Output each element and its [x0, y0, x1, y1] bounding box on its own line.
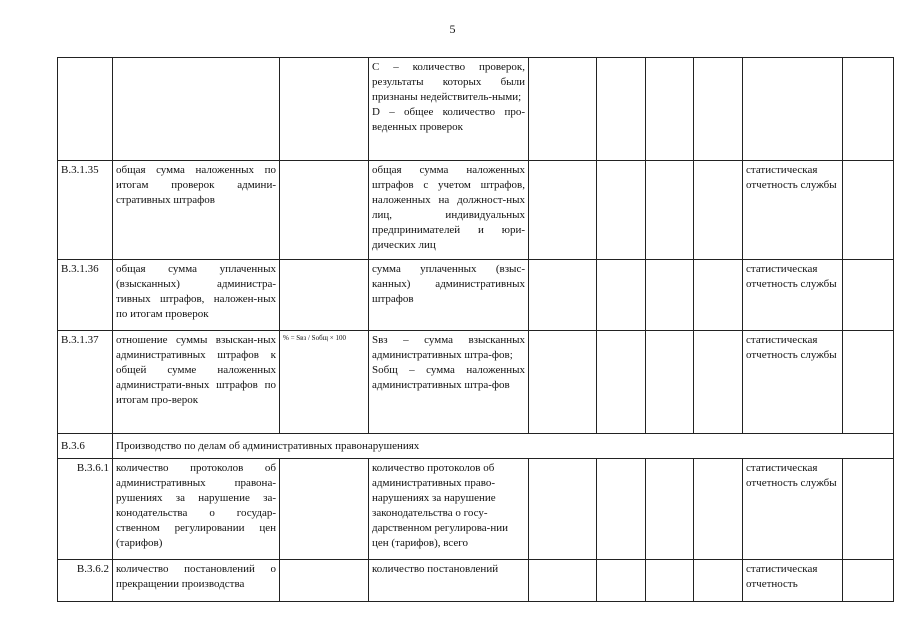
row-source: статистическая отчетность службы	[743, 459, 843, 560]
empty-cell	[843, 331, 894, 434]
row-code: В.3.6.1	[58, 459, 113, 560]
row-explanation: количество протоколов об административных право-нарушениях за нарушение законодательства о госу-дарственном регулирова-нии цен (тарифов), всего	[369, 459, 529, 560]
empty-cell	[597, 331, 646, 434]
section-title: Производство по делам об административных правонарушениях	[113, 434, 894, 459]
row-formula	[280, 58, 369, 161]
empty-cell	[646, 260, 694, 331]
row-source	[743, 58, 843, 161]
table-row	[58, 560, 894, 602]
row-explanation: общая сумма наложенных штрафов с учетом штрафов, наложенных на должност-ных лиц, индивидуальных предпринимателей и юри-дических лиц	[369, 161, 529, 260]
table-row	[58, 260, 894, 331]
row-source: статистическая отчетность службы	[743, 260, 843, 331]
empty-cell	[529, 58, 597, 161]
empty-cell	[843, 161, 894, 260]
section-code: В.3.6	[58, 434, 113, 459]
indicators-table	[57, 57, 894, 602]
row-explanation: количество постановлений	[369, 560, 529, 602]
row-code: В.3.1.36	[58, 260, 113, 331]
empty-cell	[694, 560, 743, 602]
empty-cell	[597, 459, 646, 560]
row-code: В.3.6.2	[58, 560, 113, 602]
empty-cell	[646, 58, 694, 161]
empty-cell	[646, 560, 694, 602]
row-explanation: C – количество проверок, результаты которых были признаны недействитель-ными; D – общее количество про-веденных проверок	[369, 58, 529, 161]
table-row	[58, 331, 894, 434]
empty-cell	[646, 459, 694, 560]
table-row	[58, 459, 894, 560]
row-formula: % = Sвз / Sобщ × 100	[280, 331, 369, 434]
empty-cell	[694, 331, 743, 434]
empty-cell	[843, 459, 894, 560]
empty-cell	[597, 260, 646, 331]
table-row	[58, 58, 894, 161]
row-name: общая сумма уплаченных (взысканных) администра-тивных штрафов, наложен-ных по итогам проверок	[113, 260, 280, 331]
empty-cell	[529, 560, 597, 602]
empty-cell	[529, 331, 597, 434]
empty-cell	[843, 58, 894, 161]
empty-cell	[694, 459, 743, 560]
empty-cell	[843, 260, 894, 331]
row-name: отношение суммы взыскан-ных административных штрафов к общей сумме наложенных администрати-вных штрафов по итогам про-верок	[113, 331, 280, 434]
row-explanation: Sвз – сумма взысканных административных штра-фов; Sобщ – сумма наложенных административных штра-фов	[369, 331, 529, 434]
empty-cell	[529, 260, 597, 331]
empty-cell	[694, 58, 743, 161]
row-source: статистическая отчетность службы	[743, 331, 843, 434]
row-formula	[280, 161, 369, 260]
row-name: общая сумма наложенных по итогам проверок админи-стративных штрафов	[113, 161, 280, 260]
row-code: В.3.1.37	[58, 331, 113, 434]
empty-cell	[597, 161, 646, 260]
row-formula	[280, 560, 369, 602]
row-name: количество протоколов об административных правона-рушениях за нарушение за-конодательства о государ-ственном регулировании цен (тарифов)	[113, 459, 280, 560]
row-formula	[280, 459, 369, 560]
empty-cell	[694, 260, 743, 331]
row-name: количество постановлений о прекращении производства	[113, 560, 280, 602]
section-row	[58, 434, 894, 459]
row-source: статистическая отчетность	[743, 560, 843, 602]
table-row	[58, 161, 894, 260]
row-code: В.3.1.35	[58, 161, 113, 260]
row-explanation: сумма уплаченных (взыс-канных) административных штрафов	[369, 260, 529, 331]
empty-cell	[597, 560, 646, 602]
row-formula	[280, 260, 369, 331]
empty-cell	[529, 161, 597, 260]
empty-cell	[694, 161, 743, 260]
row-source: статистическая отчетность службы	[743, 161, 843, 260]
page-number: 5	[449, 22, 456, 36]
empty-cell	[646, 161, 694, 260]
empty-cell	[529, 459, 597, 560]
row-name	[113, 58, 280, 161]
empty-cell	[597, 58, 646, 161]
empty-cell	[843, 560, 894, 602]
empty-cell	[646, 331, 694, 434]
row-code	[58, 58, 113, 161]
